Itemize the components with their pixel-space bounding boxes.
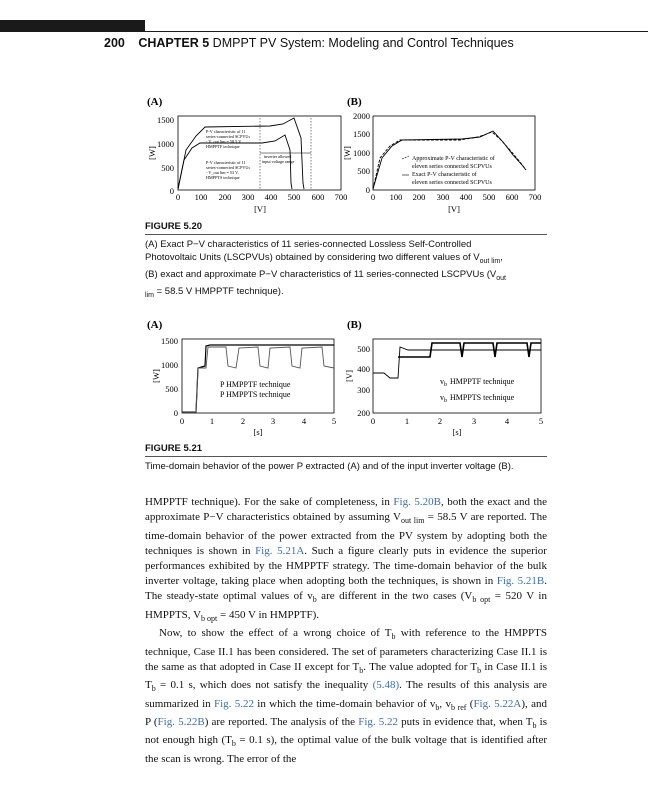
fig20b-xtick: 600 (505, 192, 519, 202)
fig20a-xtick: 100 (194, 192, 208, 202)
fig21a-legend-item: P HMPPTS technique (220, 390, 291, 399)
figure-link[interactable]: Fig. 5.21B (496, 575, 545, 588)
fig20-caption: (A) Exact P−V characteristics of 11 series-connected Lossless Self-Controlled Photovoltaic Units (LSCPVUs) obtained by considering two different values of $V_{out lim}$, (B) exact and approximate P−V characteristics of 11 series-connected LSCPVUs ($V_{out}$ $_{lim}$ = 58.5 V HMPPTF technique). (145, 239, 506, 299)
fig20b-xtick: 100 (389, 192, 403, 202)
fig20b-ylabel: [W] (342, 146, 352, 160)
fig21a-ytick: 500 (165, 384, 178, 394)
fig20a-ytick: 1500 (157, 115, 174, 125)
fig20a-xtick: 600 (311, 192, 325, 202)
fig20a-ytick: 1000 (157, 139, 174, 149)
body-text (145, 495, 547, 767)
fig20-caption-label: FIGURE 5.20 (145, 221, 203, 232)
fig21a-ylabel: [W] (151, 369, 161, 383)
equation-link[interactable]: (5.48) (372, 679, 400, 692)
fig21b-xlabel: [s] (452, 427, 462, 437)
fig21b-ytick: 500 (357, 344, 370, 354)
fig20a-annot-range: inverter allowed (264, 154, 292, 159)
figure-link[interactable]: Fig. 5.22 (213, 697, 254, 710)
fig21b-xtick: 5 (538, 416, 544, 426)
paragraph: HMPPTF technique). For the sake of completeness, in Fig. 5.20B, both the exact and the approximate P−V characteristics obtained by assuming $V_{out lim} = 58.5$ V are reported. The time-domain behavior of the power extracted from the PV system by adopting both the techniques is shown in Fig. 5.21A. Such a figure clearly puts in evidence the superior performances exhibited by the HMPPTF strategy. The time-domain behavior of the bulk inverter voltage, taking place when adopting both the techniques, is shown in Fig. 5.21B. The steady-state optimal values of $v_b$ are different in the two cases ($V_{b opt} = 520$ V in HMPPTS, $V_{b opt} = 450$ V in HMPPTF). (145, 496, 547, 623)
fig20b-ytick: 0 (365, 185, 370, 195)
fig20-panel-a-label: (A) (147, 96, 163, 108)
fig20a-xtick: 0 (175, 192, 181, 202)
figure-link[interactable]: Fig. 5.20B (393, 496, 441, 508)
fig21a-yticks (161, 336, 178, 418)
fig21a-xtick: 5 (331, 416, 337, 426)
fig20b-xtick: 500 (482, 192, 496, 202)
fig21a-legend-item: P HMPPTF technique (220, 380, 291, 389)
fig21a-xlabel: [s] (253, 427, 263, 437)
fig21b-ytick: 300 (357, 385, 370, 395)
fig20a-xtick: 300 (241, 192, 255, 202)
fig21b-xtick: 2 (437, 416, 443, 426)
fig21b-yticks (357, 344, 370, 418)
fig20-panel-b-label: (B) (347, 96, 362, 108)
fig20b-ytick: 1000 (353, 148, 370, 158)
fig20b-xtick: 200 (412, 192, 426, 202)
fig20b-ytick: 1500 (353, 129, 370, 139)
paragraph: Now, to show the effect of a wrong choice of $T_b$ with reference to the HMPPTS technique, Case II.1 has been considered. The set of parameters characterizing Case II.1 is the same as that adopted in Case II except for $T_b$. The value adopted for $T_b$ in Case II.1 is $T_b = 0.1$ s, which does not satisfy the inequality (5.48). The results of this analysis are summarized in Fig. 5.22 in which the time-domain behavior of $v_b$, $v_{b ref}$ (Fig. 5.22A), and P (Fig. 5.22B) are reported. The analysis of the Fig. 5.22 puts in evidence that, when $T_b$ is not enough high ($T_b = 0.1$ s), the optimal value of the bulk voltage that is identified after the scan is wrong. The error of the (145, 627, 548, 765)
fig20a-ytick: 500 (161, 163, 174, 173)
fig20a-annot-bottom: - V_out lim = 53 V, (206, 170, 239, 175)
fig20a-annot-bottom: series-connected SCPVUs (206, 165, 251, 170)
fig20a-xlabel: [V] (254, 204, 266, 214)
fig20a-annot-bottom: HMPPTS technique (206, 175, 240, 180)
fig20a-annot-top: P-V characteristic of 11 (206, 129, 246, 134)
fig21b-curve-hmpptf (373, 347, 541, 378)
fig21-caption: Time-domain behavior of the power P extracted (A) and of the input inverter voltage (B). (145, 461, 514, 472)
fig21-caption-label: FIGURE 5.21 (145, 443, 203, 454)
fig21a-xtick: 2 (240, 416, 246, 426)
fig20a-xtick: 400 (264, 192, 278, 202)
chapter-label: CHAPTER 5 (138, 36, 210, 50)
fig20a-annot-range: input voltage range (262, 159, 295, 164)
fig20b-ytick: 2000 (353, 111, 370, 121)
fig21a-xtick: 4 (301, 416, 307, 426)
figure-link[interactable]: Fig. 5.22B (157, 715, 205, 728)
fig21a-xticks (180, 416, 336, 426)
fig20b-legend-item: eleven series connected SCPVUs (412, 180, 492, 186)
fig21a-xtick: 1 (209, 416, 215, 426)
chapter-title: DMPPT PV System: Modeling and Control Techniques (212, 36, 514, 50)
fig20b-xtick: 400 (459, 192, 473, 202)
fig21b-xtick: 0 (370, 416, 376, 426)
figure-link[interactable]: Fig. 5.21A (255, 544, 305, 557)
fig20a-ylabel: [W] (147, 146, 157, 160)
fig21b-legend-item: $v_b$ HMPPTF technique (440, 377, 515, 388)
fig20b-legend-item: Exact P-V characteristic of (412, 172, 477, 178)
fig20b-legend-item: eleven series connected SCPVUs (412, 164, 492, 170)
fig21a-ytick: 1000 (161, 360, 178, 370)
fig20b-legend-item: Approximate P-V characteristic of (412, 156, 495, 162)
fig20a-xtick: 500 (287, 192, 301, 202)
fig21b-xticks (371, 416, 543, 426)
fig21b-legend (440, 377, 515, 404)
figure-link[interactable]: Fig. 5.22 (358, 715, 399, 728)
fig20b-xlabel: [V] (448, 204, 460, 214)
fig21a-legend (220, 380, 291, 399)
fig21-caption-rule (145, 456, 547, 457)
fig21-panel-a-label: (A) (147, 319, 163, 331)
fig21b-xtick: 4 (504, 416, 510, 426)
fig20a-annot-bottom: P-V characteristic of 11 (206, 160, 246, 165)
fig20a-annot-top: HMPPTF technique (206, 144, 240, 149)
fig21b-ytick: 200 (357, 408, 370, 418)
fig21b-ytick: 400 (357, 364, 370, 374)
fig21-panel-b-label: (B) (347, 319, 362, 331)
fig21a-xtick: 3 (270, 416, 276, 426)
fig21b-legend-item: $v_b$ HMPPTS technique (440, 393, 515, 404)
figure-link[interactable]: Fig. 5.22A (473, 697, 522, 710)
fig20b-xtick: 0 (370, 192, 376, 202)
fig21a-ytick: 0 (173, 408, 178, 418)
fig21b-xtick: 3 (471, 416, 477, 426)
fig21a-ytick: 1500 (161, 336, 178, 346)
fig21a-curve-hmpptf (182, 345, 334, 412)
fig20a-annot-top: series-connected SCPVUs (206, 134, 251, 139)
fig21b-ylabel: [V] (344, 370, 354, 382)
page-number: 200 (104, 36, 125, 50)
fig20b-ytick: 500 (357, 166, 370, 176)
fig20b-xtick: 700 (528, 192, 542, 202)
fig21a-xtick: 0 (179, 416, 185, 426)
fig20a-xtick: 200 (218, 192, 232, 202)
fig20a-ytick: 0 (169, 186, 174, 196)
fig20a-annot-top: - V_out lim = 58.5 V, (206, 139, 242, 144)
fig20b-xtick: 300 (436, 192, 450, 202)
fig20a-xtick: 700 (334, 192, 348, 202)
fig21b-xtick: 1 (404, 416, 410, 426)
